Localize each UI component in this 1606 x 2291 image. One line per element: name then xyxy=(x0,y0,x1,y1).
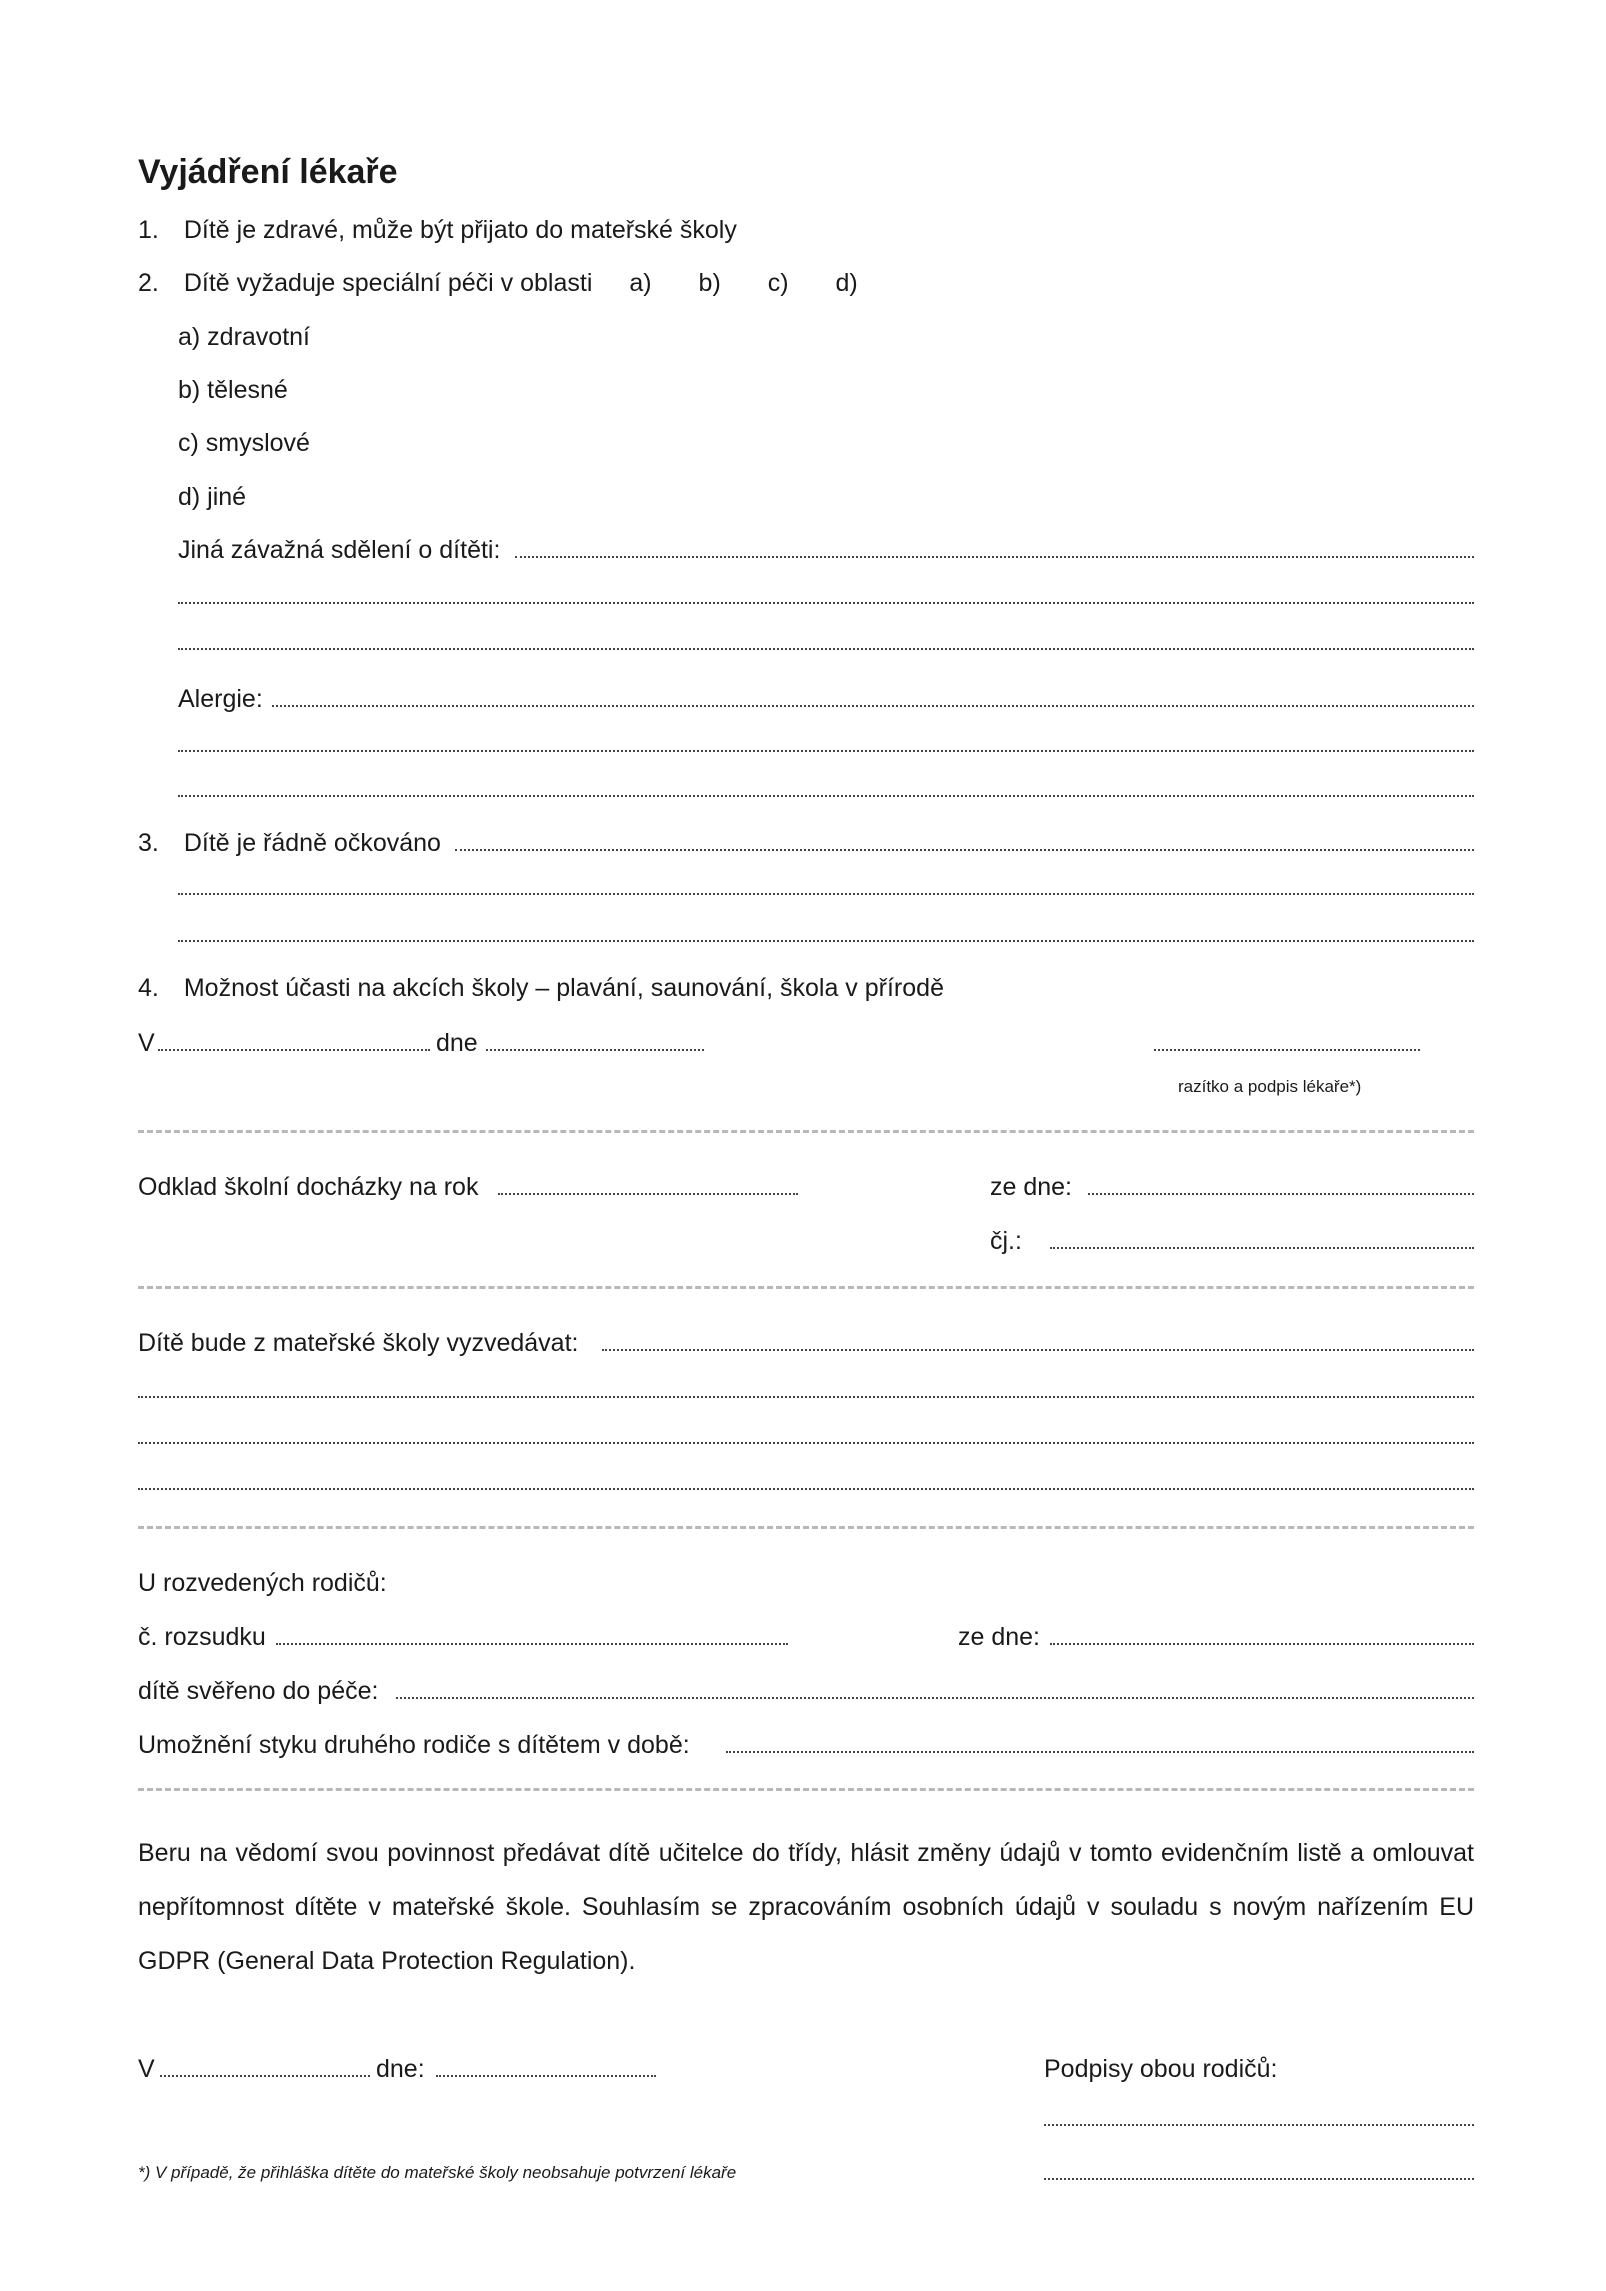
pickup-label: Dítě bude z mateřské školy vyzvedávat: xyxy=(138,1329,579,1357)
item-1-healthy: 1. Dítě je zdravé, může být přijato do mateřské školy xyxy=(138,216,737,244)
verdict-date-field[interactable] xyxy=(1050,1643,1474,1645)
divorced-heading: U rozvedených rodičů: xyxy=(138,1569,387,1597)
parent-2-signature-field[interactable] xyxy=(1044,2178,1474,2180)
deferral-ref-field[interactable] xyxy=(1050,1247,1474,1249)
option-d[interactable]: d) xyxy=(835,269,858,297)
parent-1-signature-field[interactable] xyxy=(1044,2124,1474,2126)
doctor-date-label: dne xyxy=(436,1029,478,1057)
footnote: *) V případě, že přihláška dítěte do mateřské školy neobsahuje potvrzení lékaře xyxy=(138,2163,737,2182)
separator-2 xyxy=(138,1286,1474,1289)
contact-label: Umožnění styku druhého rodiče s dítětem v době: xyxy=(138,1731,690,1759)
pickup-field-1[interactable] xyxy=(602,1349,1474,1351)
deferral-date-field[interactable] xyxy=(1088,1193,1474,1195)
care-type-health: a) zdravotní xyxy=(178,323,311,351)
signature-date-field[interactable] xyxy=(436,2075,656,2077)
doctor-place-field[interactable] xyxy=(158,1049,430,1051)
verdict-label: č. rozsudku xyxy=(138,1623,266,1651)
item-2-label: 2. Dítě vyžaduje speciální péči v oblasti xyxy=(138,269,593,297)
option-a[interactable]: a) xyxy=(629,269,652,297)
stamp-signature-label: razítko a podpis lékaře*) xyxy=(1178,1077,1362,1096)
doctor-signature-field[interactable] xyxy=(1154,1049,1420,1051)
custody-label: dítě svěřeno do péče: xyxy=(138,1677,379,1705)
separator-4 xyxy=(138,1788,1474,1791)
page-title: Vyjádření lékaře xyxy=(138,153,398,191)
option-b[interactable]: b) xyxy=(698,269,721,297)
signature-place-field[interactable] xyxy=(160,2075,370,2077)
contact-field[interactable] xyxy=(726,1751,1474,1753)
allergy-field-1[interactable] xyxy=(272,705,1474,707)
deferral-label: Odklad školní docházky na rok xyxy=(138,1173,479,1201)
care-type-physical: b) tělesné xyxy=(178,376,288,404)
other-info-field-3[interactable] xyxy=(178,648,1474,650)
option-c[interactable]: c) xyxy=(767,269,789,297)
pickup-field-3[interactable] xyxy=(138,1442,1474,1444)
allergy-field-2[interactable] xyxy=(178,750,1474,752)
item-3-vaccinated: 3. Dítě je řádně očkováno xyxy=(138,829,441,857)
custody-field[interactable] xyxy=(396,1697,1474,1699)
deferral-year-field[interactable] xyxy=(498,1193,798,1195)
pickup-field-2[interactable] xyxy=(138,1396,1474,1398)
verdict-date-label: ze dne: xyxy=(958,1623,1041,1651)
deferral-date-label: ze dne: xyxy=(990,1173,1073,1201)
item-2-special-care xyxy=(138,268,876,298)
other-info-field-1[interactable] xyxy=(515,556,1474,558)
deferral-ref-label: čj.: xyxy=(990,1227,1022,1255)
allergy-label: Alergie: xyxy=(178,685,263,713)
doctor-place-label: V xyxy=(138,1029,155,1057)
care-type-other: d) jiné xyxy=(178,483,247,511)
allergy-field-3[interactable] xyxy=(178,795,1474,797)
signature-date-label: dne: xyxy=(376,2055,425,2083)
separator-1 xyxy=(138,1130,1474,1133)
other-info-field-2[interactable] xyxy=(178,602,1474,604)
doctor-date-field[interactable] xyxy=(486,1049,704,1051)
vaccination-field-1[interactable] xyxy=(455,849,1474,851)
vaccination-field-3[interactable] xyxy=(178,940,1474,942)
vaccination-field-2[interactable] xyxy=(178,893,1474,895)
pickup-field-4[interactable] xyxy=(138,1488,1474,1490)
verdict-field[interactable] xyxy=(276,1643,788,1645)
signature-place-label: V xyxy=(138,2055,155,2083)
parents-signature-label: Podpisy obou rodičů: xyxy=(1044,2055,1278,2083)
care-type-sensory: c) smyslové xyxy=(178,429,310,457)
other-info-label: Jiná závažná sdělení o dítěti: xyxy=(178,536,501,564)
separator-3 xyxy=(138,1526,1474,1529)
gdpr-declaration: Beru na vědomí svou povinnost předávat dítě učitelce do třídy, hlásit změny údajů v tomto evidenčním listě a omlouvat nepřítomnost dítěte v mateřské škole. Souhlasím se zpracováním osobních údajů v souladu s novým nařízením EU GDPR (General Data Protection Regulation). xyxy=(138,1839,1474,1975)
item-4-school-events: 4. Možnost účasti na akcích školy – plavání, saunování, škola v přírodě xyxy=(138,974,944,1002)
